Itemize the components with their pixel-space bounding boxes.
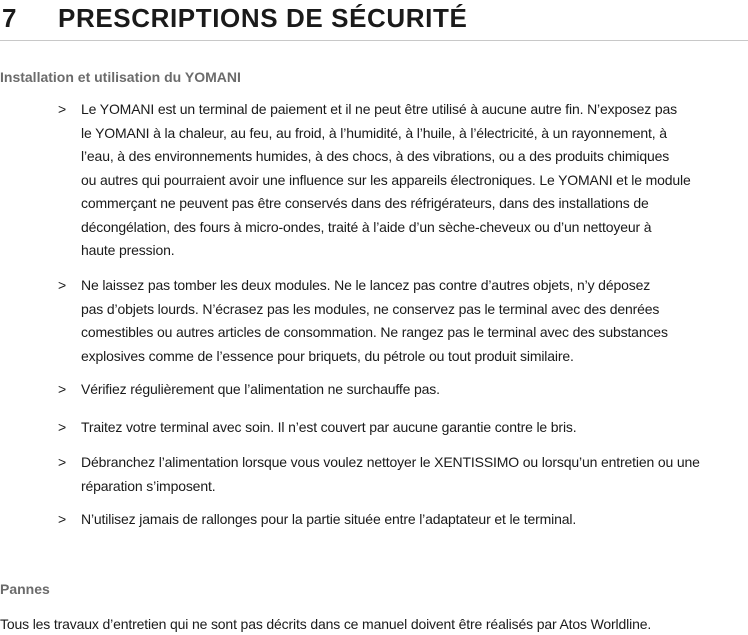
pannes-paragraph: Tous les travaux d’entretien qui ne sont pas décrits dans ce manuel doivent être réalisés par Atos Worldline. [0, 616, 652, 632]
bullet-marker: > [58, 511, 67, 527]
text-line: explosives comme de l’essence pour briquets, du pétrole ou tout produit similaire. [81, 347, 574, 364]
subheading-pannes: Pannes [0, 581, 50, 597]
text-line: ou autres qui pourraient avoir une influence sur les appareils électroniques. Le YOMANI et le module [81, 171, 691, 188]
text-line: Traitez votre terminal avec soin. Il n’est couvert par aucune garantie contre le bris. [81, 419, 577, 435]
subheading-installation: Installation et utilisation du YOMANI [0, 69, 241, 85]
text-line: Le YOMANI est un terminal de paiement et il ne peut être utilisé à aucune autre fin. N’exposez pas [81, 101, 677, 117]
text-line: haute pression. [81, 242, 175, 258]
text-line: pas d’objets lourds. N’écrasez pas les modules, ne conservez pas le terminal avec des denrées [81, 300, 660, 317]
bullet-marker: > [58, 277, 67, 293]
text-line: Débranchez l’alimentation lorsque vous voulez nettoyer le XENTISSIMO ou lorsqu’un entretien ou une [81, 454, 700, 470]
text-line: Vérifiez régulièrement que l’alimentation ne surchauffe pas. [81, 381, 440, 397]
section-title: PRESCRIPTIONS DE SÉCURITÉ [58, 3, 468, 33]
list-item-text [81, 274, 748, 368]
list-item-text [81, 451, 748, 498]
list-item-text [81, 378, 748, 402]
section-number: 7 [2, 3, 17, 33]
text-line: comestibles ou autres articles de consommation. Ne rangez pas le terminal avec des substances [81, 324, 668, 340]
text-line: Ne laissez pas tomber les deux modules. Ne le lancez pas contre d’autres objets, n’y déposez [81, 277, 651, 293]
section-heading [0, 0, 748, 41]
list-item-text [81, 508, 748, 532]
bullet-marker: > [58, 381, 67, 397]
text-line: N’utilisez jamais de rallonges pour la partie située entre l’adaptateur et le terminal. [81, 511, 577, 527]
bullet-marker: > [58, 454, 67, 470]
text-line: l’eau, à des environnements humides, à des chocs, à des vibrations, ou a des produits chimiques [81, 148, 670, 164]
bullet-marker: > [58, 419, 67, 435]
bullet-marker: > [58, 101, 67, 117]
list-item-text [81, 416, 748, 440]
list-item-text [81, 98, 748, 263]
text-line: commerçant ne peuvent pas être conservés dans des réfrigérateurs, dans des installations de [81, 195, 649, 211]
text-line: réparation s’imposent. [81, 477, 216, 494]
text-line: le YOMANI à la chaleur, au feu, au froid, à l’humidité, à l’huile, à l’électricité, à un rayonnement, à [81, 124, 667, 141]
text-line: décongélation, des fours à micro-ondes, traité à l’aide d’un sèche-cheveux ou d’un nettoyeur à [81, 218, 652, 235]
